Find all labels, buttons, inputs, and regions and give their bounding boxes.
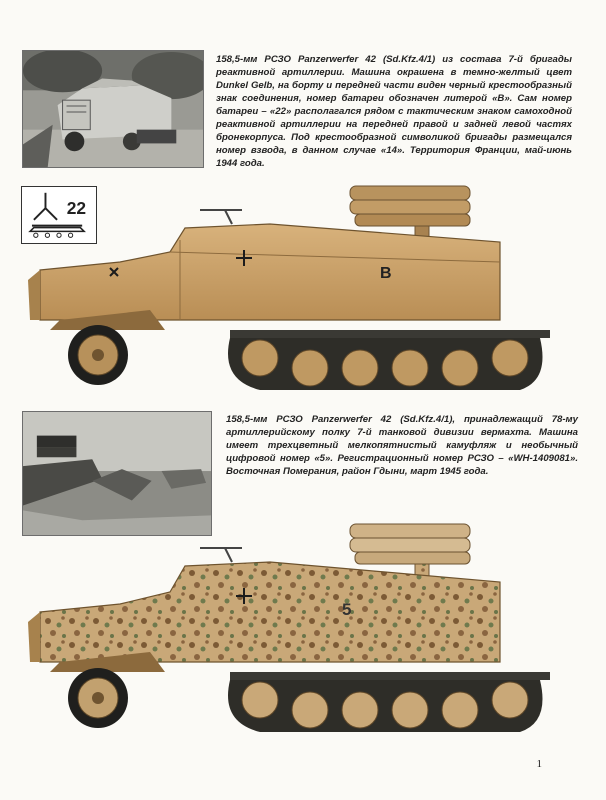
caption-bottom: 158,5-мм РСЗО Panzerwerfer 42 (Sd.Kfz.4/1), принадлежащий 78-му артиллерийскому полку 7-й танковой дивизии вермахта. Машина имеет трехцветный мелкопятнистый камуфляж и необычный цифровой номер «5». Регистрационный номер РСЗО – «WH-1409081». Восточная Померания, район Гдыни, март 1945 года.	[226, 414, 578, 477]
vehicle-illustration-bottom	[20, 520, 560, 745]
archive-photo-bottom	[22, 411, 212, 536]
insignia-number: 22	[66, 198, 87, 219]
caption-top: 158,5-мм РСЗО Panzerwerfer 42 (Sd.Kfz.4/1) из состава 7-й бригады реактивной артиллерии. Машина окрашена в темно-желтый цвет Dunkel Gelb, на борту и передней части виден черный крестообразный знак соединения, номер батареи обозначен литерой «В». Сам номер батареи – «22» располагался рядом с тактическим знаком самоходной реактивной артиллерии на передней правой и задней левой частях бронекорпуса. Под крестообразной символикой бригады размещался номер взвода, в данном случае «14». Территория Франции, май-июнь 1944 года.	[216, 54, 572, 169]
battery-letter: B	[380, 265, 392, 282]
page-number: 1	[536, 758, 542, 770]
archive-photo-top	[22, 50, 204, 168]
vehicle-number: 5	[342, 600, 352, 619]
vehicle-illustration-top	[20, 180, 560, 400]
